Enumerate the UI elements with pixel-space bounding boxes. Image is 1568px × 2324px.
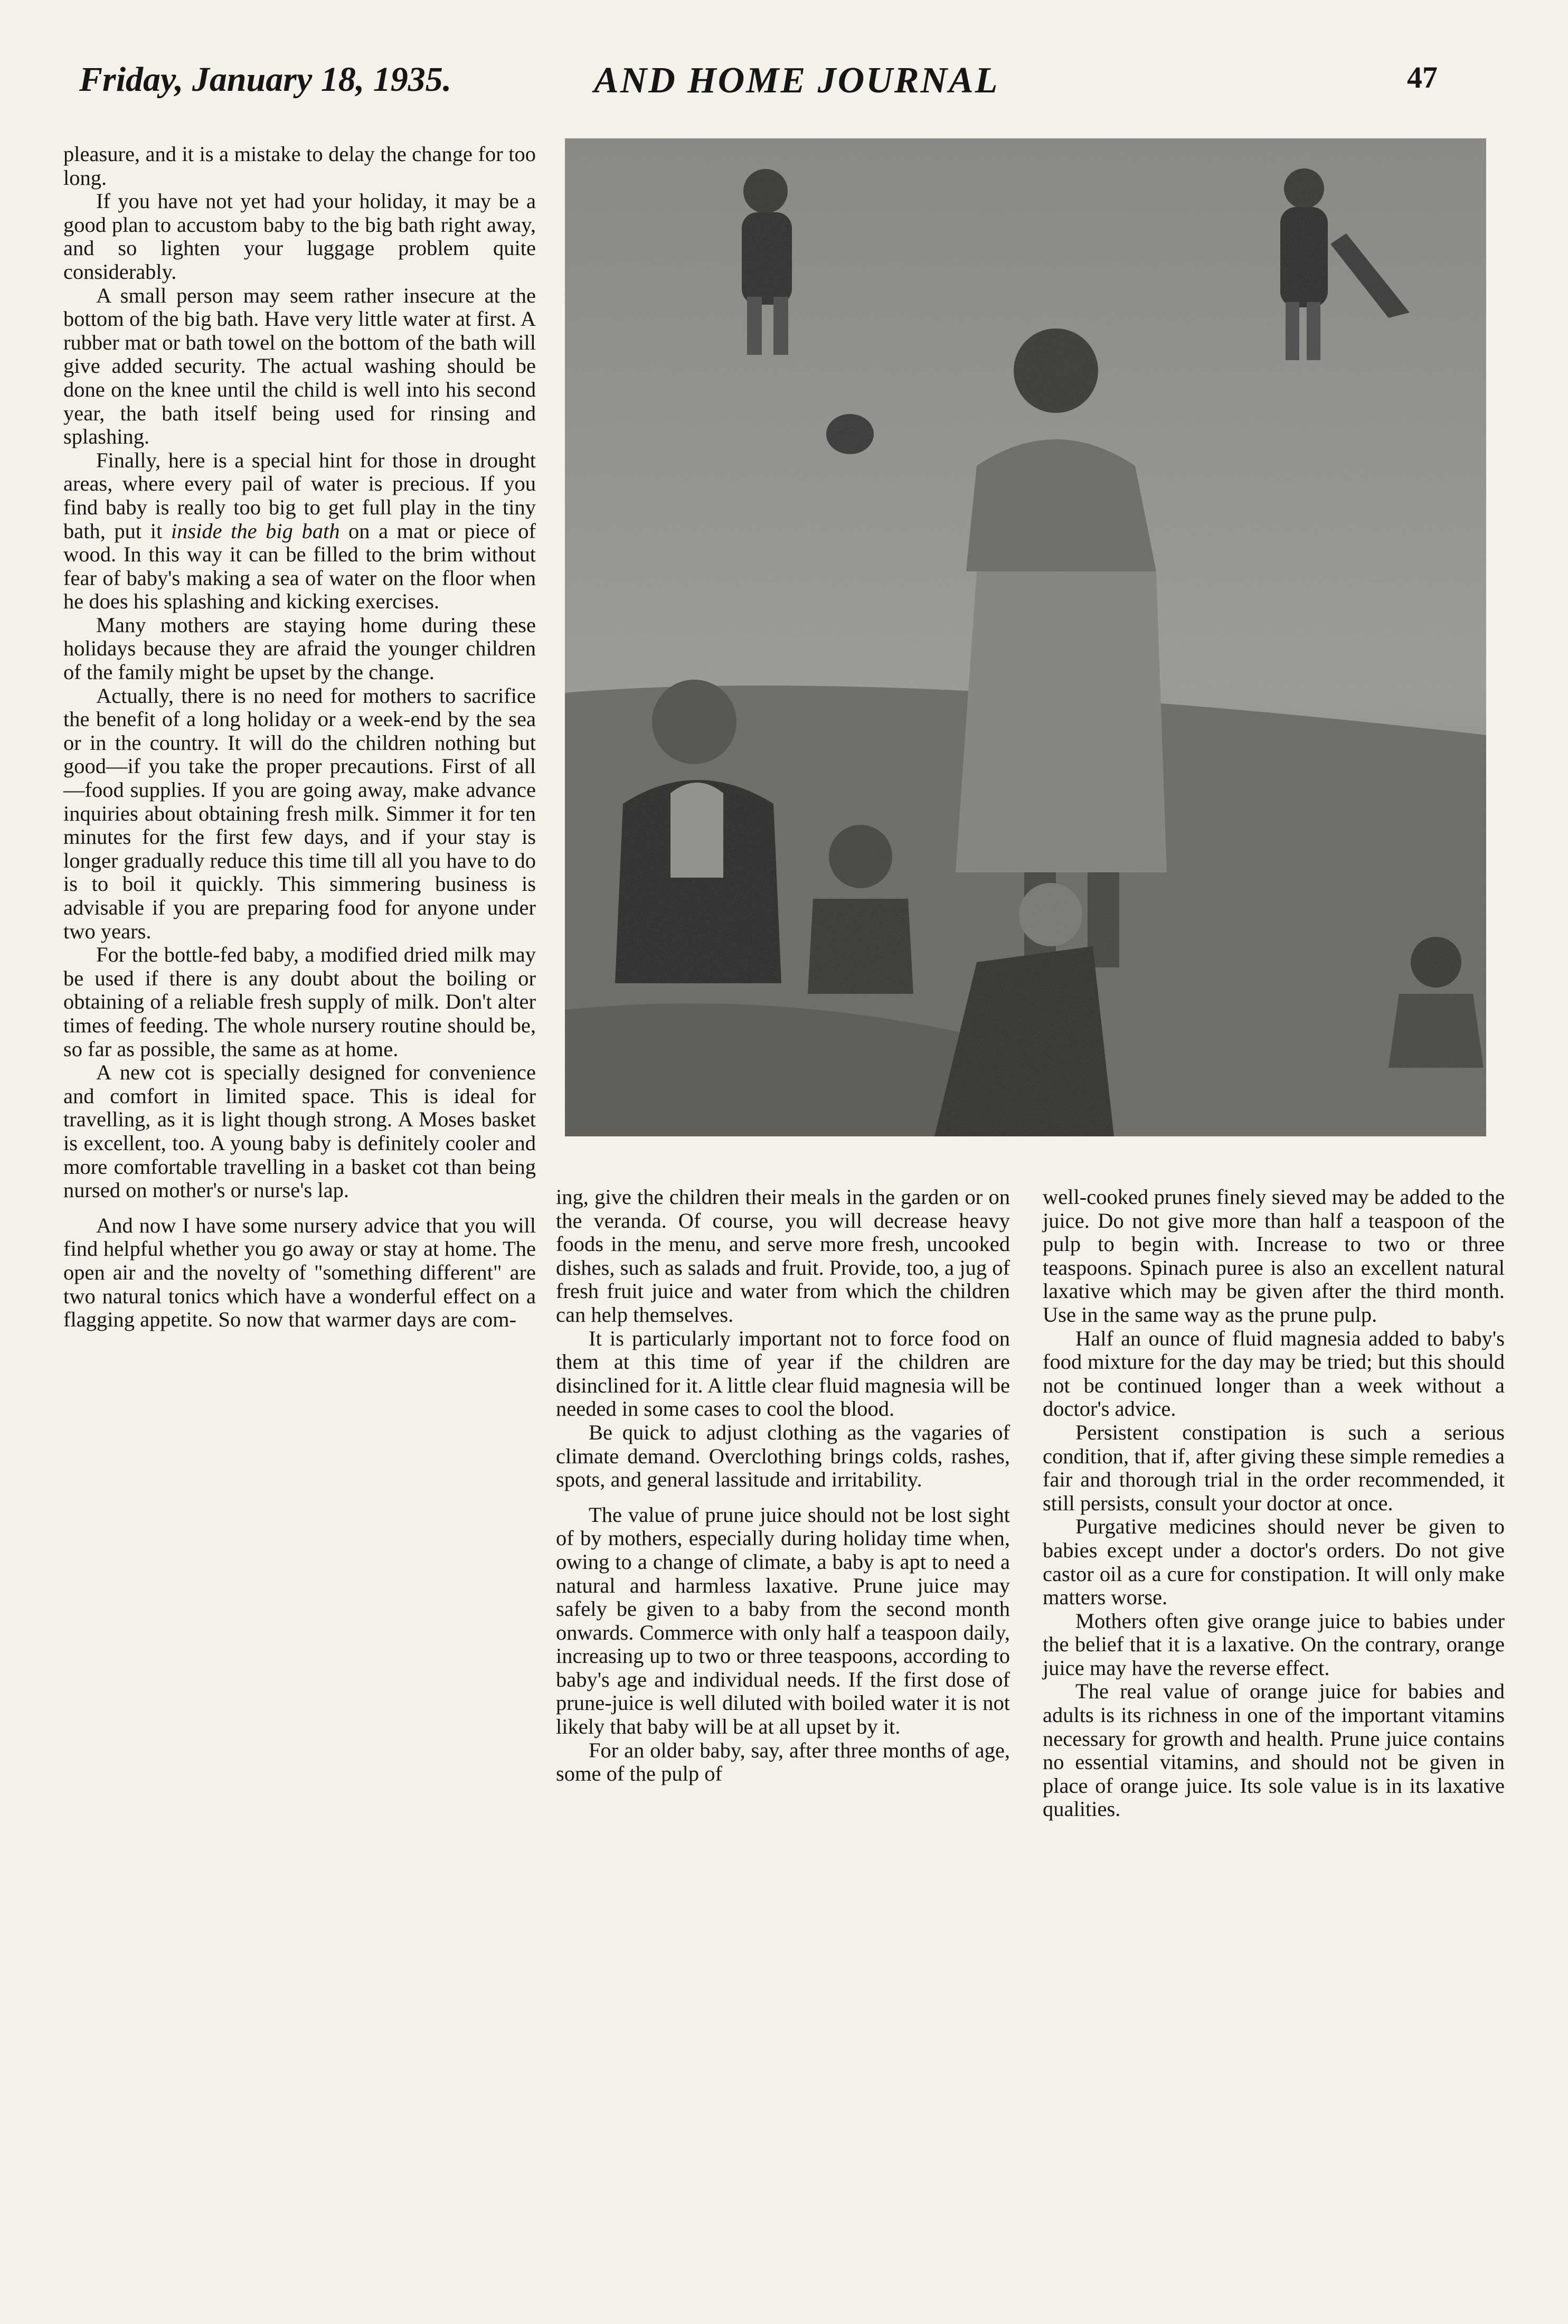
paragraph: A new cot is specially designed for convenience and comfort in limited space. This is ideal for travelling, as it is light though strong. A Moses basket is excellent, too. A young baby is definitely cooler and more comfortable travelling in a basket cot than being nursed on mother's or nurse's lap. [63,1060,536,1202]
article-column-1 [63,143,536,1332]
halftone-grain [565,138,1486,1136]
paragraph: well-cooked prunes finely sieved may be added to the juice. Do not give more than half a teaspoon of the pulp to begin with. Increase to two or three teaspoons. Spinach puree is also an excellent natural laxative which may be given after the third month. Use in the same way as the prune pulp. [1043,1185,1505,1326]
paragraph: If you have not yet had your holiday, it may be a good plan to accustom baby to the big bath right away, and so lighten your luggage problem quite considerably. [63,189,536,284]
page-number: 47 [1407,60,1438,95]
paragraph [63,449,536,614]
paragraph: The value of prune juice should not be lost sight of by mothers, especially during holiday time when, owing to a change of climate, a baby is apt to need a natural and harmless laxative. Prune juice may safely be given to a baby from the second month onwards. Commerce with only half a teaspoon daily, increasing up to two or three teaspoons, according to baby's age and individual needs. If the first dose of prune-juice is well diluted with boiled water it is not likely that baby will be at all upset by it. [556,1502,1010,1739]
beach-photo [565,138,1486,1136]
article-column-2 [556,1185,1010,1786]
paragraph: Actually, there is no need for mothers to sacrifice the benefit of a long holiday or a week-end by the sea or in the country. It will do the children nothing but good—if you take the proper precautions. First of all—food supplies. If you are going away, make advance inquiries about obtaining fresh milk. Simmer it for ten minutes for the first few days, and if your stay is longer gradually reduce this time till all you have to do is to boil it quickly. This simmering business is advisable if you are preparing food for anyone under two years. [63,683,536,943]
text-span: Finally, here is a special hint for those in drought areas, where every pail of water is precious. If you find baby is really too big to get full play in the tiny bath, put it [63,448,536,543]
paragraph: For the bottle-fed baby, a modified dried milk may be used if there is any doubt about the boiling or obtaining of a reliable fresh supply of milk. Don't alter times of feeding. The whole nursery routine should be, so far as possible, the same as at home. [63,943,536,1061]
journal-title: AND HOME JOURNAL [594,60,999,101]
issue-date: Friday, January 18, 1935. [79,60,452,99]
paragraph: It is particularly important not to force food on them at this time of year if the children are disinclined for it. A little clear fluid magnesia will be needed in some cases to cool the blood. [556,1326,1010,1421]
paragraph: Mothers often give orange juice to babies under the belief that it is a laxative. On the contrary, orange juice may have the reverse effect. [1043,1608,1505,1680]
paragraph: And now I have some nursery advice that you will find helpful whether you go away or stay at home. The open air and the novelty of "something different" are two natural tonics which have a wonderful effect on a flagging appetite. So now that warmer days are com- [63,1213,536,1332]
paragraph: pleasure, and it is a mistake to delay the change for too long. [63,142,536,190]
paragraph: Persistent constipation is such a serious condition, that if, after giving these simple remedies a fair and thorough trial in the order recommended, it still persists, consult your doctor at once. [1043,1420,1505,1515]
paragraph: For an older baby, say, after three months of age, some of the pulp of [556,1738,1010,1786]
text-span: on a mat or piece of wood. In this way it can be filled to the brim without fear of baby's making a sea of water on the floor when he does his splashing and kicking exercises. [63,519,536,614]
emphasis-text: inside the big bath [171,519,340,543]
paragraph: A small person may seem rather insecure at the bottom of the big bath. Have very little water at first. A rubber mat or bath towel on the bottom of the bath will give added security. The actual washing should be done on the knee until the child is well into his second year, the bath itself being used for rinsing and splashing. [63,283,536,449]
paragraph: ing, give the children their meals in the garden or on the veranda. Of course, you will decrease heavy foods in the menu, and serve more fresh, uncooked dishes, such as salads and fruit. Provide, too, a jug of fresh fruit juice and water from which the children can help themselves. [556,1185,1010,1326]
paragraph: Half an ounce of fluid magnesia added to baby's food mixture for the day may be tried; but this should not be continued longer than a week without a doctor's advice. [1043,1326,1505,1421]
paragraph: Purgative medicines should never be given to babies except under a doctor's orders. Do not give castor oil as a cure for constipation. It will only make matters worse. [1043,1514,1505,1610]
paragraph: Be quick to adjust clothing as the vagaries of climate demand. Overclothing brings colds, rashes, spots, and general lassitude and irritability. [556,1420,1010,1492]
article-column-3 [1043,1185,1505,1821]
paragraph: Many mothers are staying home during these holidays because they are afraid the younger children of the family might be upset by the change. [63,613,536,684]
paragraph: The real value of orange juice for babies and adults is its richness in one of the important vitamins necessary for growth and health. Prune juice contains no essential vitamins, and should not be given in place of orange juice. Its sole value is in its laxative qualities. [1043,1679,1505,1821]
